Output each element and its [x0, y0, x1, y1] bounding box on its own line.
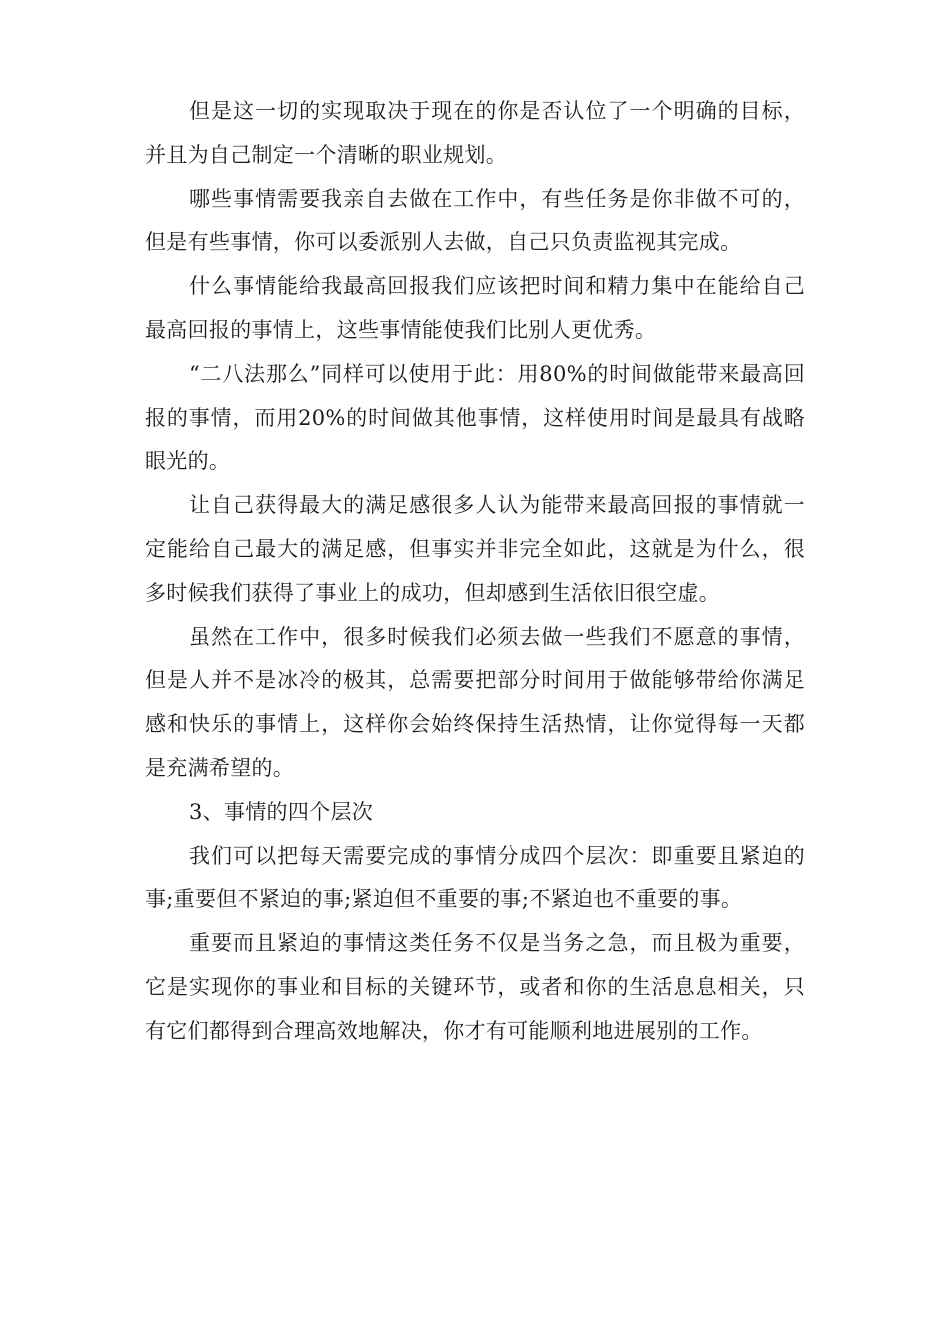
paragraph: 重要而且紧迫的事情这类任务不仅是当务之急，而且极为重要，它是实现你的事业和目标的关键环节，或者和你的生活息息相关，只有它们都得到合理高效地解决，你才有可能顺利地进展别的工作。	[145, 931, 805, 1043]
paragraph: 什么事情能给我最高回报我们应该把时间和精力集中在能给自己最高回报的事情上，这些事情能使我们比别人更优秀。	[145, 274, 805, 342]
section-heading: 3、事情的四个层次	[189, 799, 374, 824]
document-body	[145, 90, 805, 1054]
paragraph: 但是这一切的实现取决于现在的你是否认位了一个明确的目标，并且为自己制定一个清晰的职业规划。	[145, 99, 805, 167]
paragraph: 虽然在工作中，很多时候我们必须去做一些我们不愿意的事情，但是人并不是冰冷的极其，总需要把部分时间用于做能够带给你满足感和快乐的事情上，这样你会始终保持生活热情，让你觉得每一天都是充满希望的。	[145, 624, 805, 780]
paragraph: 让自己获得最大的满足感很多人认为能带来最高回报的事情就一定能给自己最大的满足感，但事实并非完全如此，这就是为什么，很多时候我们获得了事业上的成功，但却感到生活依旧很空虚。	[145, 493, 805, 605]
paragraph: 我们可以把每天需要完成的事情分成四个层次：即重要且紧迫的事;重要但不紧迫的事;紧迫但不重要的事;不紧迫也不重要的事。	[145, 843, 805, 912]
paragraph: “二八法那么”同样可以使用于此：用80%的时间做能带来最高回报的事情，而用20%的时间做其他事情，这样使用时间是最具有战略眼光的。	[145, 361, 805, 474]
paragraph: 哪些事情需要我亲自去做在工作中，有些任务是你非做不可的，但是有些事情，你可以委派别人去做，自己只负责监视其完成。	[145, 186, 805, 255]
